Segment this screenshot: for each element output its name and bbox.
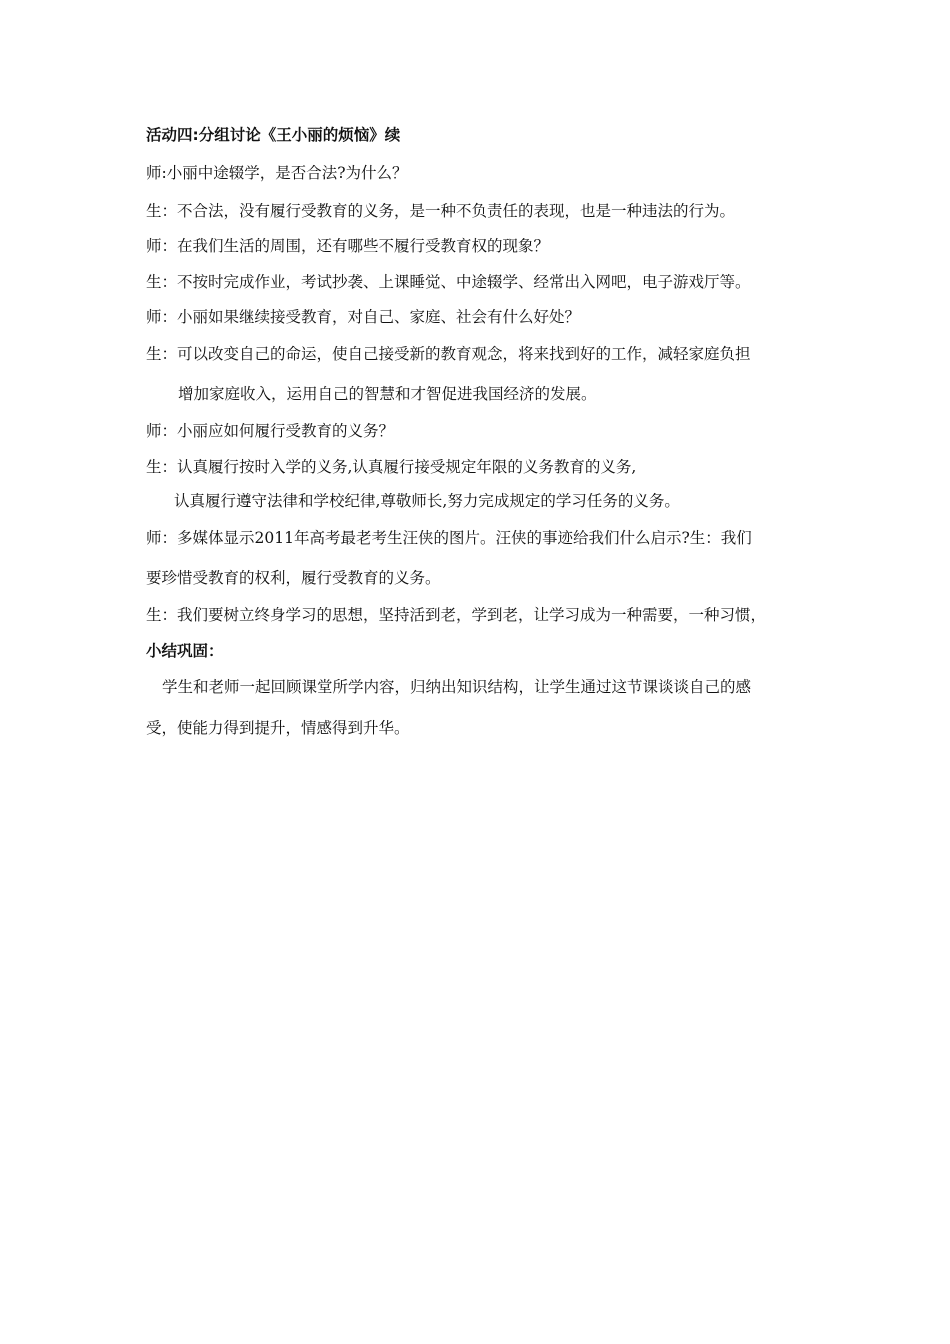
summary-heading: 小结巩固： — [146, 642, 224, 660]
text-line-indented: 认真履行遵守法律和学校纪律,尊敬师长,努力完成规定的学习任务的义务。 — [174, 492, 680, 510]
text-line: 受，使能力得到提升，情感得到升华。 — [146, 719, 410, 737]
text-line-indented: 增加家庭收入，运用自己的智慧和才智促进我国经济的发展。 — [178, 385, 597, 403]
text-line: 生：认真履行按时入学的义务,认真履行接受规定年限的义务教育的义务, — [146, 458, 637, 476]
text-line: 生：不合法，没有履行受教育的义务，是一种不负责任的表现，也是一种违法的行为。 — [146, 202, 736, 220]
text-line: 师：在我们生活的周围，还有哪些不履行受教育权的现象？ — [146, 237, 550, 255]
text-line: 师：小丽如果继续接受教育，对自己、家庭、社会有什么好处？ — [146, 308, 581, 326]
text-line: 生：不按时完成作业，考试抄袭、上课睡觉、中途辍学、经常出入网吧，电子游戏厅等。 — [146, 273, 751, 291]
text-line: 要珍惜受教育的权利，履行受教育的义务。 — [146, 569, 441, 587]
text-line: 师：小丽应如何履行受教育的义务？ — [146, 422, 395, 440]
text-line: 师：多媒体显示2011年高考最老考生汪侠的图片。汪侠的事迹给我们什么启示?生：我们 — [146, 529, 752, 547]
activity-heading: 活动四:分组讨论《王小丽的烦恼》续 — [146, 126, 401, 144]
text-line: 生：我们要树立终身学习的思想，坚持活到老，学到老，让学习成为一种需要，一种习惯， — [146, 606, 767, 624]
text-line-indented: 学生和老师一起回顾课堂所学内容，归纳出知识结构，让学生通过这节课谈谈自己的感 — [162, 678, 752, 696]
text-line: 生：可以改变自己的命运，使自己接受新的教育观念，将来找到好的工作，减轻家庭负担 — [146, 345, 751, 363]
text-line: 师:小丽中途辍学，是否合法?为什么？ — [146, 164, 408, 182]
